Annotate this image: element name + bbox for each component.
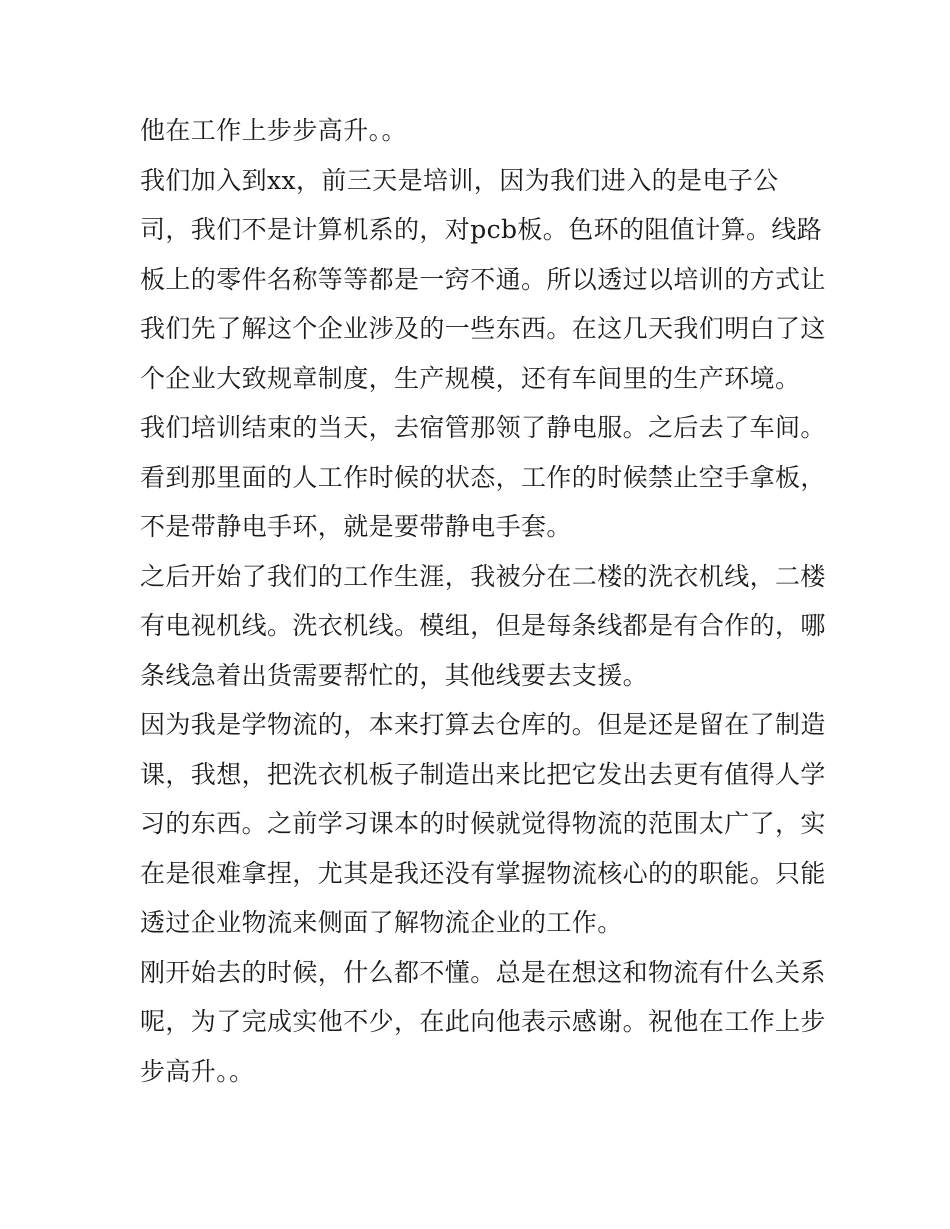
text-line-19: 呢，为了完成实他不少，在此向他表示感谢。祝他在工作上步	[140, 1007, 826, 1036]
text-line-14: 课，我想，把洗衣机板子制造出来比把它发出去更有值得人学	[140, 759, 826, 789]
text-line-5: 我们先了解这个企业涉及的一些东西。在这几天我们明白了这	[140, 314, 826, 343]
text-line-15: 习的东西。之前学习课本的时候就觉得物流的范围太广了，实	[140, 809, 826, 838]
text-line-6: 个企业大致规章制度，生产规模，还有车间里的生产环境。	[140, 363, 801, 393]
text-line-4: 板上的零件名称等等都是一窍不通。所以透过以培训的方式让	[140, 264, 826, 294]
text-line-3: 司，我们不是计算机系的，对pcb板。色环的阻值计算。线路	[140, 215, 823, 244]
text-line-11: 有电视机线。洗衣机线。模组，但是每条线都是有合作的，哪	[140, 611, 826, 640]
text-line-8: 看到那里面的人工作时候的状态，工作的时候禁止空手拿板，	[140, 462, 826, 492]
text-line-16: 在是很难拿捏，尤其是我还没有掌握物流核心的的职能。只能	[140, 858, 826, 888]
text-line-13: 因为我是学物流的，本来打算去仓库的。但是还是留在了制造	[140, 710, 826, 739]
text-line-2: 我们加入到xx，前三天是培训，因为我们进入的是电子公	[140, 165, 779, 195]
text-line-18: 刚开始去的时候，什么都不懂。总是在想这和物流有什么关系	[140, 957, 826, 987]
text-line-9: 不是带静电手环，就是要带静电手套。	[140, 512, 572, 541]
text-line-1: 他在工作上步步高升。。	[140, 116, 407, 145]
text-line-10: 之后开始了我们的工作生涯，我被分在二楼的洗衣机线，二楼	[140, 561, 826, 591]
text-line-7: 我们培训结束的当天，去宿管那领了静电服。之后去了车间。	[140, 413, 826, 442]
text-line-20: 步高升。。	[140, 1056, 255, 1086]
text-line-12: 条线急着出货需要帮忙的，其他线要去支援。	[140, 660, 649, 690]
text-line-17: 透过企业物流来侧面了解物流企业的工作。	[140, 908, 623, 937]
document-body	[140, 106, 826, 1096]
